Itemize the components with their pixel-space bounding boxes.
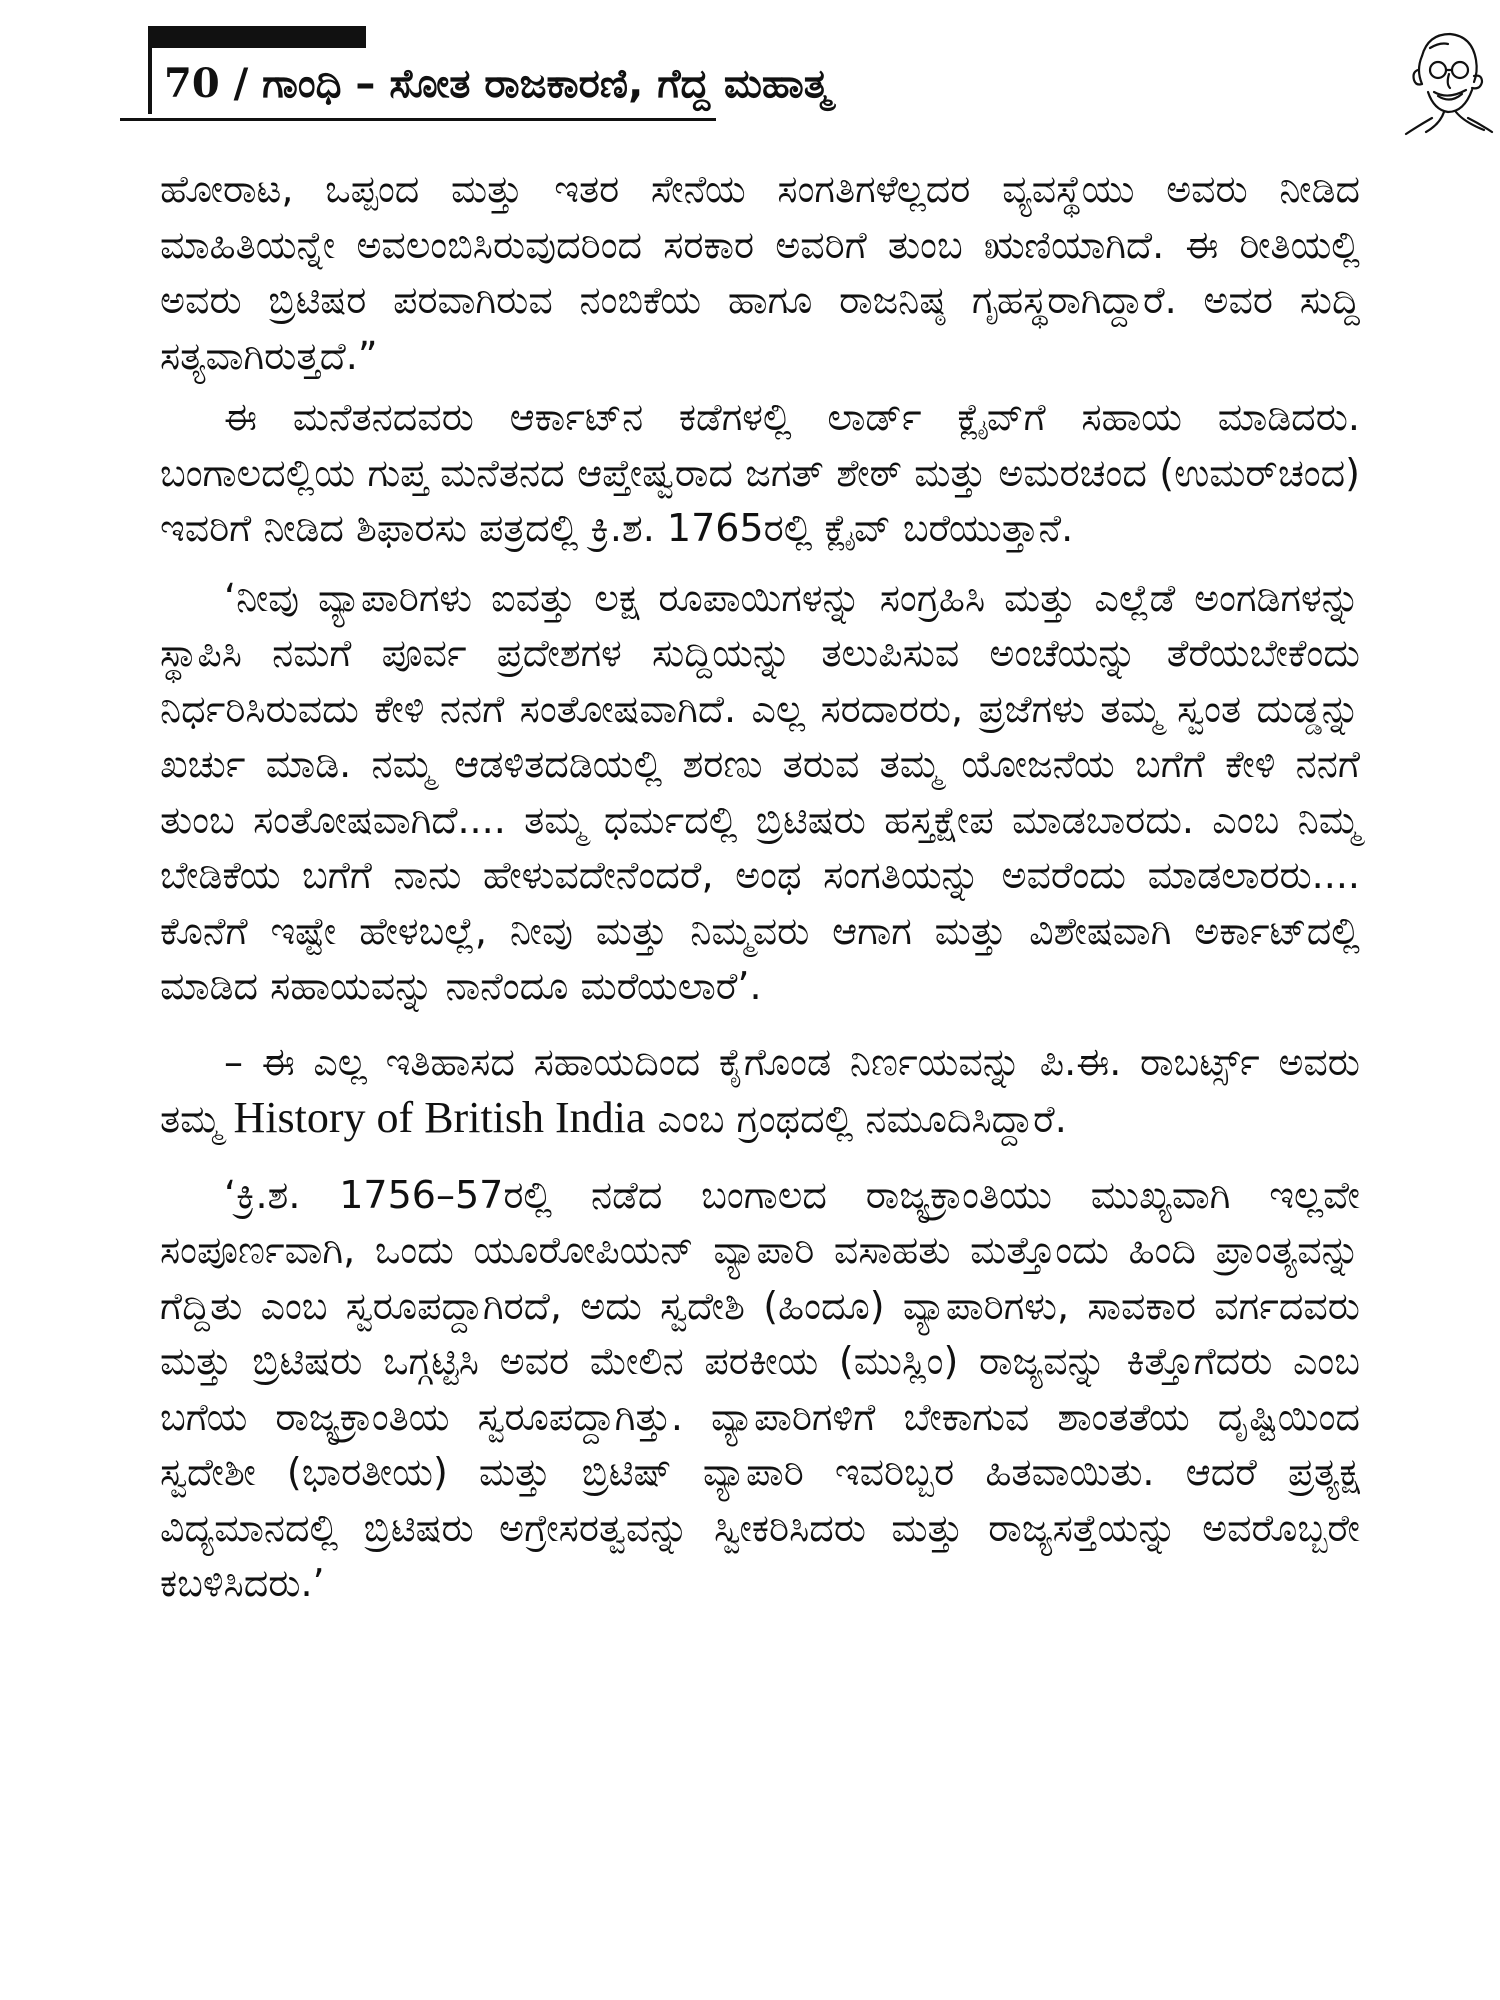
paragraph-4-before: – ಈ ಎಲ್ಲ ಇತಿಹಾಸದ ಸಹಾಯದಿಂದ ಕೈಗೊಂಡ ನಿರ್ಣಯವನ್ನು ಪಿ.ಈ. ರಾಬರ್ಟ್ಸ್ ಅವರು ತಮ್ಮ (160, 1039, 1360, 1141)
page-header (120, 26, 1350, 126)
paragraph-5-quote: ‘ಕ್ರಿ.ಶ. 1756–57ರಲ್ಲಿ ನಡೆದ ಬಂಗಾಲದ ರಾಜ್ಯಕ್ರಾಂತಿಯು ಮುಖ್ಯವಾಗಿ ಇಲ್ಲವೇ ಸಂಪೂರ್ಣವಾಗಿ, ಒಂದು ಯೂರೋಪಿಯನ್ ವ್ಯಾಪಾರಿ ವಸಾಹತು ಮತ್ತೊಂದು ಹಿಂದಿ ಪ್ರಾಂತ್ಯವನ್ನು ಗೆದ್ದಿತು ಎಂಬ ಸ್ವರೂಪದ್ದಾಗಿರದೆ, ಅದು ಸ್ವದೇಶಿ (ಹಿಂದೂ) ವ್ಯಾಪಾರಿಗಳು, ಸಾವಕಾರ ವರ್ಗದವರು ಮತ್ತು ಬ್ರಿಟಿಷರು ಒಗ್ಗಟ್ಟಿಸಿ ಅವರ ಮೇಲಿನ ಪರಕೀಯ (ಮುಸ್ಲಿಂ) ರಾಜ್ಯವನ್ನು ಕಿತ್ತೊಗೆದರು ಎಂಬ ಬಗೆಯ ರಾಜ್ಯಕ್ರಾಂತಿಯ ಸ್ವರೂಪದ್ದಾಗಿತ್ತು. ವ್ಯಾಪಾರಿಗಳಿಗೆ ಬೇಕಾಗುವ ಶಾಂತತೆಯ ದೃಷ್ಟಿಯಿಂದ ಸ್ವದೇಶೀ (ಭಾರತೀಯ) ಮತ್ತು ಬ್ರಿಟಿಷ್ ವ್ಯಾಪಾರಿ ಇವರಿಬ್ಬರ ಹಿತವಾಯಿತು. ಆದರೆ ಪ್ರತ್ಯಕ್ಷ ವಿದ್ಯಮಾನದಲ್ಲಿ ಬ್ರಿಟಿಷರು ಅಗ್ರೇಸರತ್ವವನ್ನು ಸ್ವೀಕರಿಸಿದರು ಮತ್ತು ರಾಜ್ಯಸತ್ತೆಯನ್ನು ಅವರೊಬ್ಬರೇ ಕಬಳಿಸಿದರು.’ (160, 1172, 1360, 1605)
header-rule (120, 118, 716, 121)
book-reference: History of British India (233, 1093, 646, 1142)
gandhi-portrait-icon (1388, 26, 1498, 138)
page-number: 70 (164, 60, 220, 107)
paragraph-2: ಈ ಮನೆತನದವರು ಆರ್ಕಾಟ್‌ನ ಕಡೆಗಳಲ್ಲಿ ಲಾರ್ಡ್ ಕ್ಲೈವ್‌ಗೆ ಸಹಾಯ ಮಾಡಿದರು. ಬಂಗಾಲದಲ್ಲಿಯ ಗುಪ್ತ ಮನೆತನದ ಆಪ್ತೇಷ್ವರಾದ ಜಗತ್ ಶೇಠ್ ಮತ್ತು ಅಮರಚಂದ (ಉಮರ್‌ಚಂದ) ಇವರಿಗೆ ನೀಡಿದ ಶಿಫಾರಸು ಪತ್ರದಲ್ಲಿ ಕ್ರಿ.ಶ. 1765ರಲ್ಲಿ ಕ್ಲೈವ್ ಬರೆಯುತ್ತಾನೆ. (160, 395, 1360, 550)
paragraph-3-quote: ‘ನೀವು ವ್ಯಾಪಾರಿಗಳು ಐವತ್ತು ಲಕ್ಷ ರೂಪಾಯಿಗಳನ್ನು ಸಂಗ್ರಹಿಸಿ ಮತ್ತು ಎಲ್ಲೆಡೆ ಅಂಗಡಿಗಳನ್ನು ಸ್ಥಾಪಿಸಿ ನಮಗೆ ಪೂರ್ವ ಪ್ರದೇಶಗಳ ಸುದ್ದಿಯನ್ನು ತಲುಪಿಸುವ ಅಂಚೆಯನ್ನು ತೆರೆಯಬೇಕೆಂದು ನಿರ್ಧರಿಸಿರುವದು ಕೇಳಿ ನನಗೆ ಸಂತೋಷವಾಗಿದೆ. ಎಲ್ಲ ಸರದಾರರು, ಪ್ರಜೆಗಳು ತಮ್ಮ ಸ್ವಂತ ದುಡ್ಡನ್ನು ಖರ್ಚು ಮಾಡಿ. ನಮ್ಮ ಆಡಳಿತದಡಿಯಲ್ಲಿ ಶರಣು ತರುವ ತಮ್ಮ ಯೋಜನೆಯ ಬಗೆಗೆ ಕೇಳಿ ನನಗೆ ತುಂಬ ಸಂತೋಷವಾಗಿದೆ.... ತಮ್ಮ ಧರ್ಮದಲ್ಲಿ ಬ್ರಿಟಿಷರು ಹಸ್ತಕ್ಷೇಪ ಮಾಡಬಾರದು. ಎಂಬ ನಿಮ್ಮ ಬೇಡಿಕೆಯ ಬಗೆಗೆ ನಾನು ಹೇಳುವದೇನೆಂದರೆ, ಅಂಥ ಸಂಗತಿಯನ್ನು ಅವರೆಂದು ಮಾಡಲಾರರು.... ಕೊನೆಗೆ ಇಷ್ಟೇ ಹೇಳಬಲ್ಲೆ, ನೀವು ಮತ್ತು ನಿಮ್ಮವರು ಆಗಾಗ ಮತ್ತು ವಿಶೇಷವಾಗಿ ಅರ್ಕಾಟ್‌ದಲ್ಲಿ ಮಾಡಿದ ಸಹಾಯವನ್ನು ನಾನೆಂದೂ ಮರೆಯಲಾರೆ’. (160, 575, 1360, 1008)
paragraph-1: ಹೋರಾಟ, ಒಪ್ಪಂದ ಮತ್ತು ಇತರ ಸೇನೆಯ ಸಂಗತಿಗಳೆಲ್ಲದರ ವ್ಯವಸ್ಥೆಯು ಅವರು ನೀಡಿದ ಮಾಹಿತಿಯನ್ನೇ ಅವಲಂಬಿಸಿರುವುದರಿಂದ ಸರಕಾರ ಅವರಿಗೆ ತುಂಬ ಋಣಿಯಾಗಿದೆ. ಈ ರೀತಿಯಲ್ಲಿ ಅವರು ಬ್ರಿಟಿಷರ ಪರವಾಗಿರುವ ನಂಬಿಕೆಯ ಹಾಗೂ ರಾಜನಿಷ್ಠ ಗೃಹಸ್ಥರಾಗಿದ್ದಾರೆ. ಅವರ ಸುದ್ದಿ ಸತ್ಯವಾಗಿರುತ್ತದೆ.” (160, 167, 1360, 378)
header-separator: / (233, 61, 249, 107)
header-tab-bar (148, 26, 366, 48)
paragraph-4 (160, 1035, 1360, 1148)
book-title: ಗಾಂಧಿ – ಸೋತ ರಾಜಕಾರಣಿ, ಗೆದ್ದ ಮಹಾತ್ಮ (262, 61, 831, 107)
paragraph-4-after: ಎಂಬ ಗ್ರಂಥದಲ್ಲಿ ನಮೂದಿಸಿದ್ದಾರೆ. (657, 1097, 1067, 1141)
running-head (164, 58, 830, 110)
body-text (160, 162, 1360, 1612)
header-vertical-rule (148, 26, 152, 114)
